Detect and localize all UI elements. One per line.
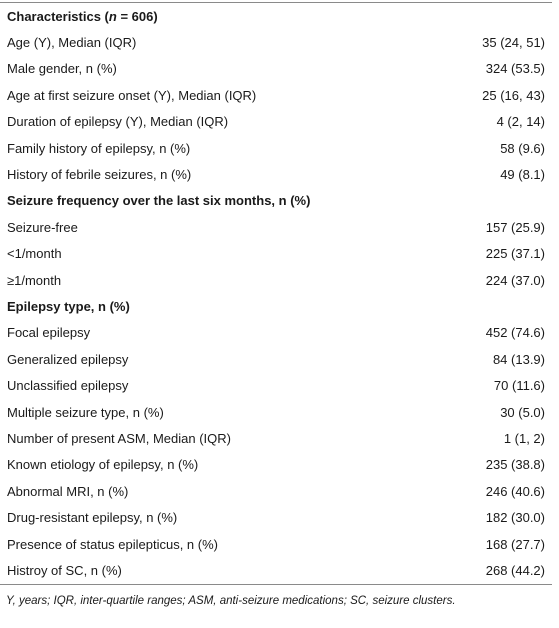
table-row bbox=[0, 135, 552, 161]
row-value: 49 (8.1) bbox=[500, 167, 545, 183]
table-row bbox=[0, 29, 552, 55]
row-label: Seizure-free bbox=[7, 219, 78, 235]
table-row bbox=[0, 214, 552, 240]
table-footnote: Y, years; IQR, inter-quartile ranges; ASM, anti-seizure medications; SC, seizure clusters. bbox=[6, 594, 456, 607]
row-value: 168 (27.7) bbox=[485, 536, 545, 552]
table-bottom-rule bbox=[0, 584, 552, 585]
table-row bbox=[0, 267, 552, 293]
table-row bbox=[0, 161, 552, 187]
row-value: 25 (16, 43) bbox=[482, 87, 545, 103]
row-label: Generalized epilepsy bbox=[7, 351, 129, 367]
table-row bbox=[0, 504, 552, 530]
row-label: Age (Y), Median (IQR) bbox=[7, 35, 137, 51]
row-label: Number of present ASM, Median (IQR) bbox=[7, 430, 231, 446]
table-header-row bbox=[0, 3, 552, 29]
row-label: ≥1/month bbox=[7, 272, 62, 288]
row-label: Duration of epilepsy (Y), Median (IQR) bbox=[7, 114, 229, 130]
row-label: Age at first seizure onset (Y), Median (IQR) bbox=[7, 87, 257, 103]
table-row bbox=[0, 56, 552, 82]
table-row bbox=[0, 399, 552, 425]
row-value: 4 (2, 14) bbox=[496, 114, 545, 130]
row-label: Drug-resistant epilepsy, n (%) bbox=[7, 510, 178, 526]
row-value: 35 (24, 51) bbox=[482, 35, 545, 51]
table-row bbox=[0, 346, 552, 372]
row-value: 452 (74.6) bbox=[485, 325, 545, 341]
row-value: 1 (1, 2) bbox=[503, 430, 545, 446]
table-row bbox=[0, 372, 552, 398]
table-row bbox=[0, 82, 552, 108]
row-value: 225 (37.1) bbox=[485, 246, 545, 262]
row-value: 235 (38.8) bbox=[485, 457, 545, 473]
table-row bbox=[0, 241, 552, 267]
row-label: Family history of epilepsy, n (%) bbox=[7, 140, 191, 156]
table-row bbox=[0, 557, 552, 583]
row-label: Multiple seizure type, n (%) bbox=[7, 404, 164, 420]
row-value: 224 (37.0) bbox=[485, 272, 545, 288]
row-label: History of febrile seizures, n (%) bbox=[7, 167, 192, 183]
table-row bbox=[0, 478, 552, 504]
row-label: Unclassified epilepsy bbox=[7, 378, 129, 394]
table-header-label: Characteristics (n = 606) bbox=[7, 8, 158, 24]
row-label: Known etiology of epilepsy, n (%) bbox=[7, 457, 199, 473]
row-label: Focal epilepsy bbox=[7, 325, 91, 341]
section-header-row bbox=[0, 188, 552, 214]
row-value: 246 (40.6) bbox=[485, 483, 545, 499]
table-row bbox=[0, 452, 552, 478]
table-body bbox=[0, 29, 559, 583]
row-label: <1/month bbox=[7, 246, 62, 262]
row-value: 84 (13.9) bbox=[492, 351, 545, 367]
row-value: 268 (44.2) bbox=[485, 562, 545, 578]
row-label: Abnormal MRI, n (%) bbox=[7, 483, 129, 499]
row-value: 70 (11.6) bbox=[493, 378, 545, 394]
row-value: 182 (30.0) bbox=[485, 510, 545, 526]
table-row bbox=[0, 531, 552, 557]
row-value: 157 (25.9) bbox=[485, 219, 545, 235]
row-value: 30 (5.0) bbox=[500, 404, 545, 420]
table-row bbox=[0, 109, 552, 135]
row-label: Male gender, n (%) bbox=[7, 61, 117, 77]
section-label: Epilepsy type, n (%) bbox=[7, 298, 130, 314]
table-row bbox=[0, 425, 552, 451]
table-row bbox=[0, 320, 552, 346]
section-header-row bbox=[0, 293, 552, 319]
row-value: 324 (53.5) bbox=[485, 61, 545, 77]
row-label: Histroy of SC, n (%) bbox=[7, 562, 122, 578]
row-value: 58 (9.6) bbox=[500, 140, 545, 156]
row-label: Presence of status epilepticus, n (%) bbox=[7, 536, 218, 552]
section-label: Seizure frequency over the last six months, n (%) bbox=[7, 193, 311, 209]
